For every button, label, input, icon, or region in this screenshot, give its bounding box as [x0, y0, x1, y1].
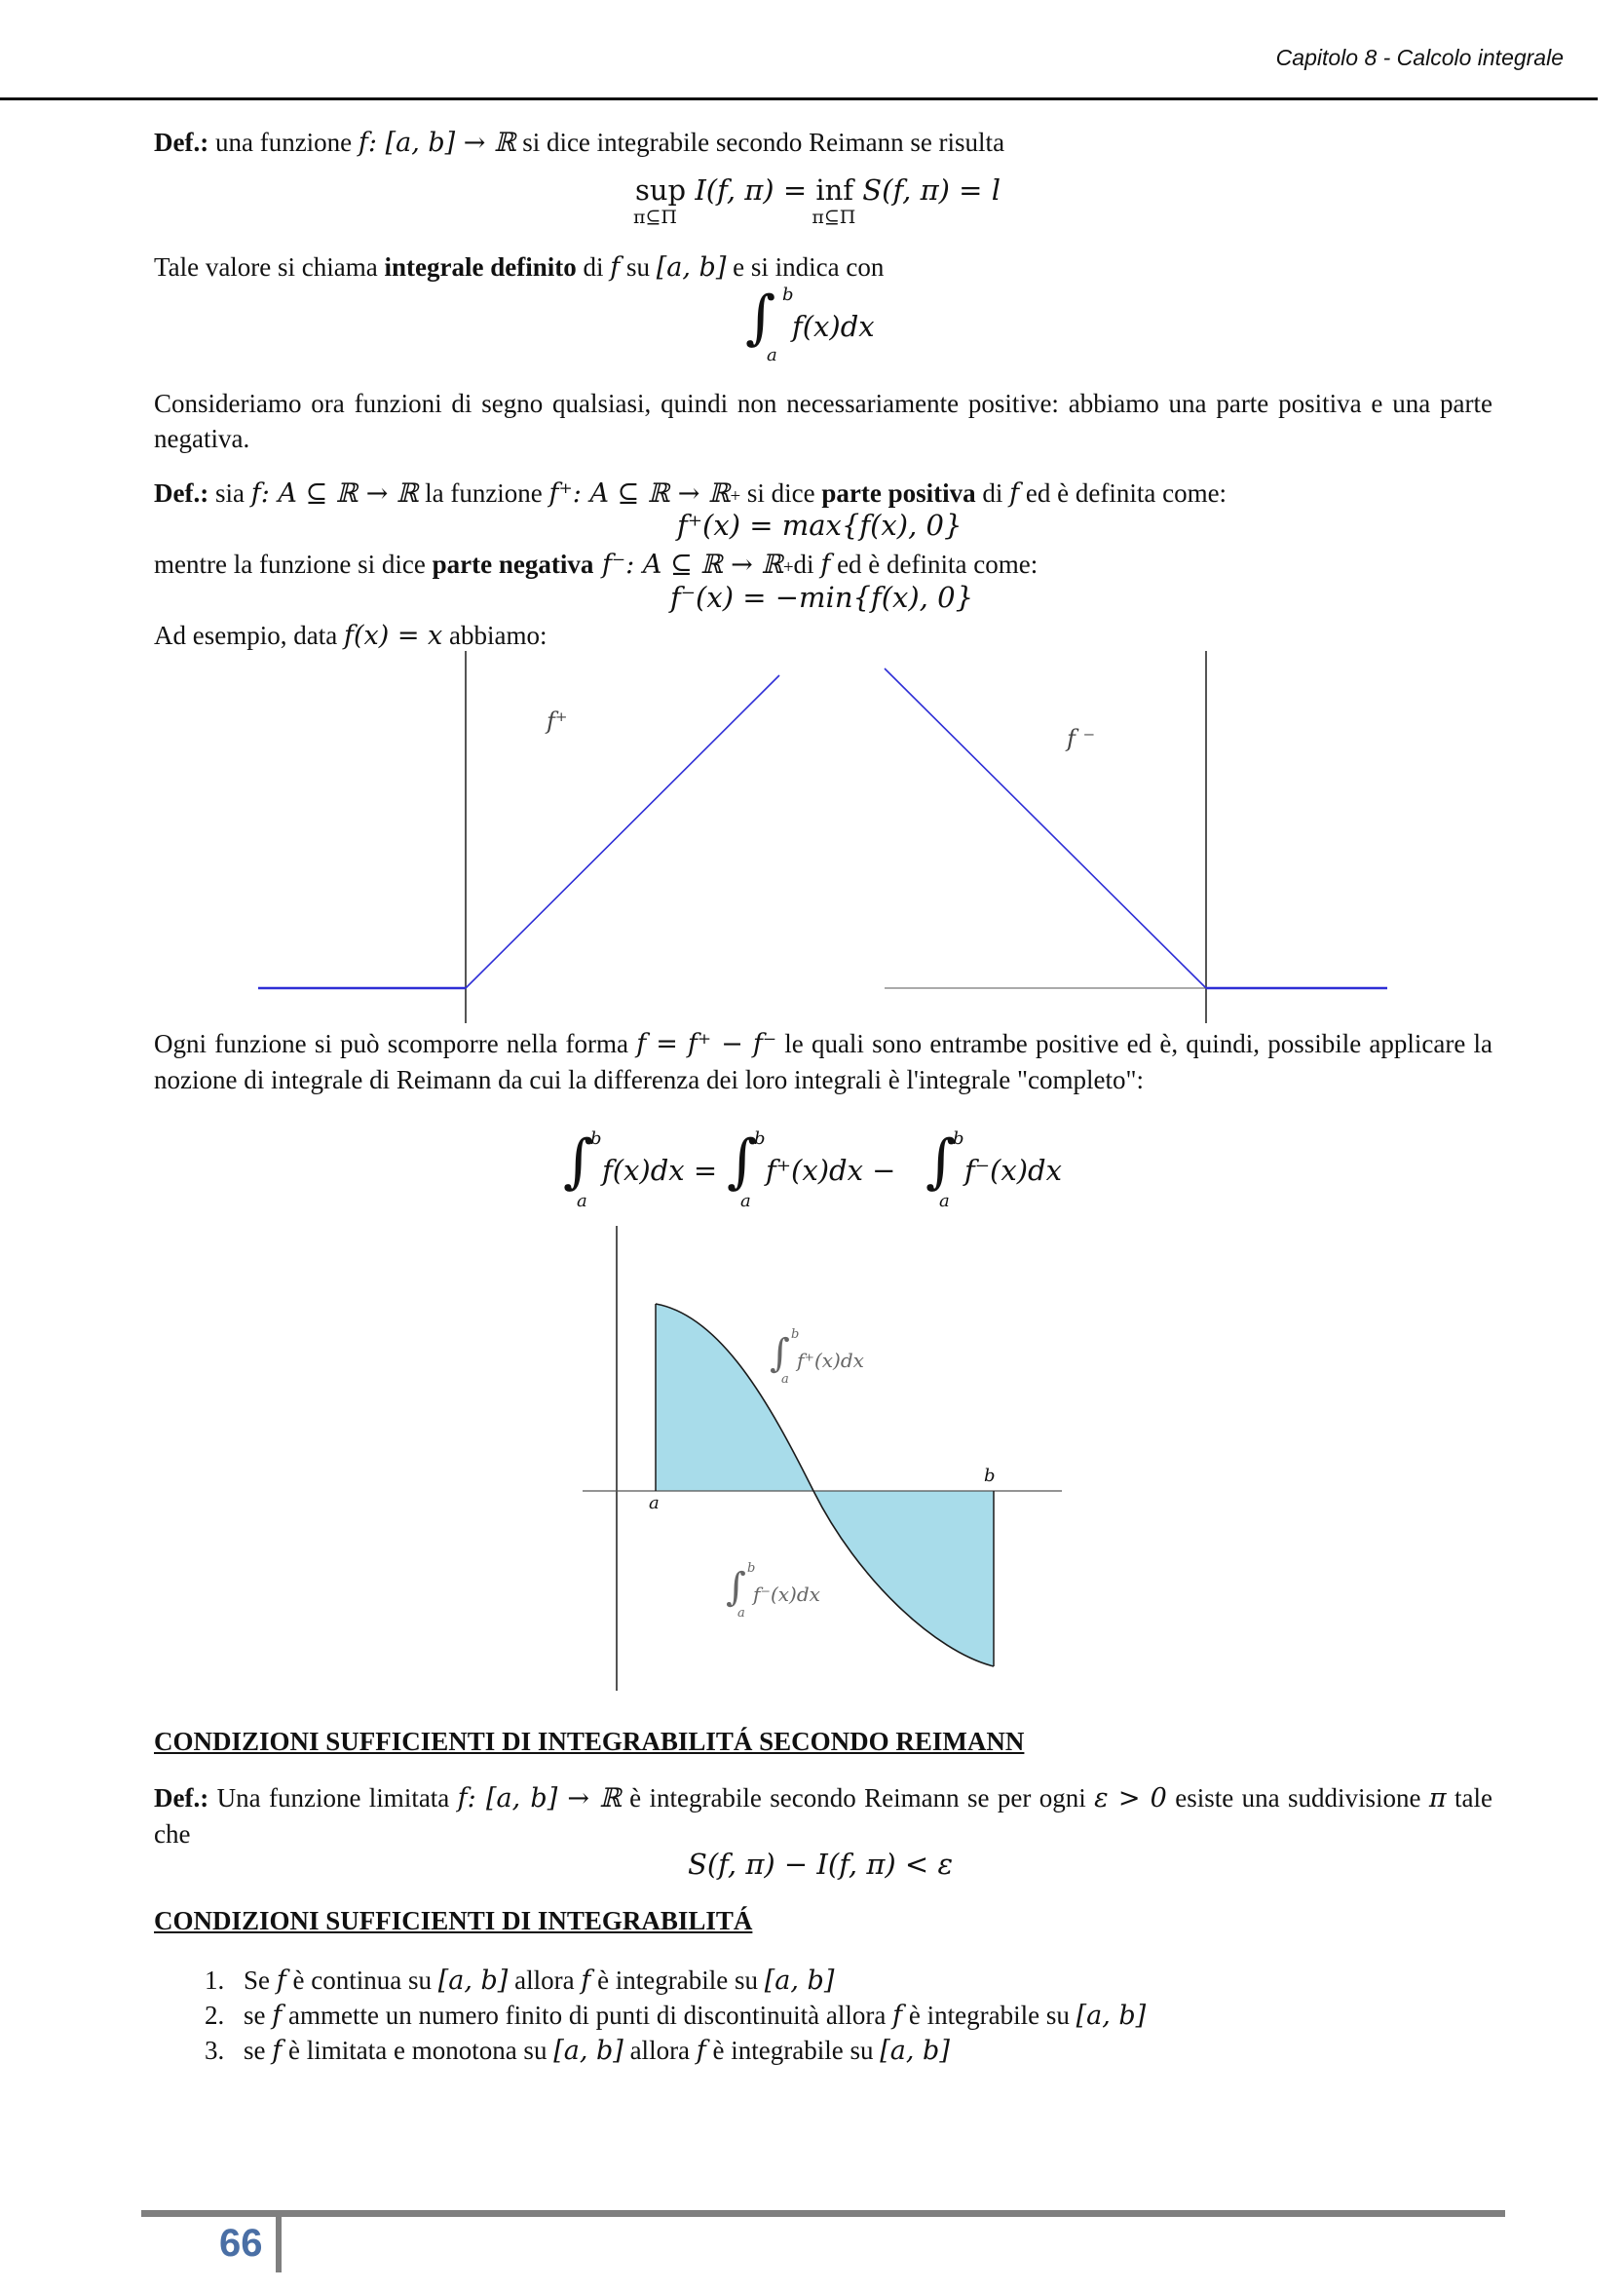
eq3-lim-b: b [953, 1128, 964, 1149]
page-number: 66 [219, 2222, 263, 2265]
def2-math-neg: f⁻: A ⊆ ℝ → ℝ [593, 550, 783, 580]
section1-label: Def.: [154, 1783, 209, 1813]
eq-end: S(f, π) = l [853, 173, 1001, 207]
section1-text-d: tale che [154, 1783, 1492, 1849]
condition-text: ammette un numero finito di punti di discontinuità allora [282, 2001, 893, 2030]
def1-cont-text-d: e si indica con [726, 252, 885, 282]
def2-bold: parte positiva [821, 478, 976, 508]
def2-math-a: f: A ⊆ ℝ → ℝ [250, 478, 419, 509]
condition-math: [a, b] [437, 1966, 509, 1996]
def2-eq-pos: f⁺(x) = max{f(x), 0} [677, 509, 963, 542]
condition-text: allora [508, 1966, 582, 1995]
eq-part2: f⁺(x)dx − [766, 1154, 896, 1187]
def1-cont-text-b: di [576, 252, 611, 282]
def1-cont-text-a: Tale valore si chiama [154, 252, 385, 282]
fig2-pos-lim-b: b [791, 1327, 800, 1342]
condition-math: [a, b] [764, 1966, 835, 1996]
eq-inf-sub: π⊆Π [812, 207, 856, 228]
footer-rule [141, 2210, 1505, 2217]
footer-tick [276, 2210, 282, 2272]
condition-text: allora [623, 2036, 697, 2065]
section1-text-b: è integrabile secondo Reimann se per ogni [621, 1783, 1095, 1813]
section1-def [154, 1780, 1492, 1851]
int-lim-b: b [782, 285, 794, 305]
def1-cont-f: f [610, 252, 621, 283]
section1-math-b: ε > 0 [1094, 1783, 1167, 1813]
para2-text-b: le quali sono entrambe positive ed è, quindi, possibile applicare la nozione di integrale di Reimann da cui la differenza dei loro integrali è l'integrale "completo": [154, 1029, 1493, 1094]
section1-math-c: π [1428, 1783, 1447, 1813]
fig2-axis-b: b [984, 1466, 996, 1486]
fig2-label-neg: ∫ b a f⁻(x)dx [726, 1561, 820, 1621]
condition-text: è limitata e monotona su [282, 2036, 554, 2065]
eq-part3: f⁻(x)dx [964, 1154, 1062, 1187]
eq-sup-sub: π⊆Π [633, 207, 677, 228]
def1-bold: integrale definito [384, 252, 577, 282]
eq3-lim-a: a [939, 1191, 950, 1211]
condition-text: se [244, 2036, 273, 2065]
def2-text-f: mentre la funzione si dice [154, 550, 433, 579]
condition-math: [a, b] [1076, 2001, 1147, 2031]
def2-math-f: f [1009, 478, 1020, 509]
def2-eq-neg: f⁻(x) = −min{f(x), 0} [670, 581, 974, 614]
condition-math: f [276, 1966, 286, 1996]
def2-math-neg-sub: + [782, 557, 794, 578]
condition-text: è integrabile su [705, 2036, 881, 2065]
condition-num: 1. [205, 1966, 225, 1995]
def2-label: Def.: [154, 478, 209, 508]
int-lim-a: a [767, 345, 777, 365]
def1-text-b: si dice integrabile secondo Reimann se risulta [515, 128, 1005, 157]
def2-text-e: ed è definita come: [1019, 478, 1227, 508]
condition-math: f [892, 2001, 903, 2031]
example-text-b: abbiamo: [442, 621, 548, 650]
fig1-label-neg: f ⁻ [1067, 725, 1096, 752]
def2-math-b-sub: + [730, 486, 741, 507]
eq-sup: sup π⊆Π [633, 173, 687, 228]
def1-label: Def.: [154, 128, 209, 157]
def2-bold-neg: parte negativa [432, 550, 594, 579]
condition-text: è continua su [285, 1966, 438, 1995]
eq1-lim-a: a [577, 1191, 587, 1211]
condition-item-1 [205, 1963, 834, 1999]
example-math: f(x) = x [343, 621, 443, 651]
example-text-a: Ad esempio, data [154, 621, 344, 650]
condition-math: [a, b] [880, 2036, 950, 2066]
def2-text-a: sia [208, 478, 251, 508]
fig2-neg-lim-b: b [747, 1561, 756, 1576]
condition-math: f [272, 2036, 283, 2066]
condition-text: Se [244, 1966, 277, 1995]
def2-math-b: f⁺: A ⊆ ℝ → ℝ [548, 478, 731, 509]
eq-inf: inf π⊆Π [812, 173, 856, 228]
int-integrand: f(x)dx [792, 310, 875, 343]
para2-math: f = f⁺ − f⁻ [636, 1029, 777, 1059]
condition-math: f [696, 2036, 706, 2066]
para2-text-a: Ogni funzione si può scomporre nella forma [154, 1029, 637, 1058]
def2-text-g: di [793, 550, 821, 579]
fig2-axis-a: a [649, 1493, 660, 1513]
eq-mid: I(f, π) = [686, 173, 816, 207]
def1-integral: ∫ b a f(x)dx [745, 284, 875, 365]
def2-text-d: di [975, 478, 1010, 508]
condition-math: f [272, 2001, 283, 2031]
eq1-lim-b: b [590, 1128, 602, 1149]
condition-num: 2. [205, 2001, 225, 2030]
fig2-pos-text: f⁺(x)dx [797, 1349, 864, 1372]
figure-f-plus-minus [0, 0, 1624, 1052]
condition-item-2 [205, 1998, 1146, 2034]
section1-equation: S(f, π) − I(f, π) < ε [688, 1848, 954, 1881]
condition-text: se [244, 2001, 273, 2030]
condition-num: 3. [205, 2036, 225, 2065]
eq-part1: f(x)dx = [602, 1154, 718, 1187]
section1-math-a: f: [a, b] → ℝ [457, 1783, 622, 1813]
def1-text-a: una funzione [208, 128, 359, 157]
fig1-left-diagonal [466, 675, 779, 988]
def1-cont-text-c: su [620, 252, 657, 282]
condition-item-3 [205, 2033, 950, 2069]
condition-text: è integrabile su [902, 2001, 1076, 2030]
fig1-right-diagonal [885, 668, 1206, 988]
running-header: Capitolo 8 - Calcolo integrale [1275, 45, 1564, 70]
def2-math-f2: f [820, 550, 831, 580]
section1-heading: CONDIZIONI SUFFICIENTI DI INTEGRABILITÁ SECONDO REIMANN [154, 1727, 1025, 1756]
para1: Consideriamo ora funzioni di segno qualsiasi, quindi non necessariamente positive: abbiamo una parte positiva e una parte negativa. [154, 389, 1492, 453]
fig2-neg-lim-a: a [737, 1606, 745, 1621]
decomposition-equation: ∫ b a f(x)dx = ∫ b a f⁺(x)dx − ∫ b a f⁻(x)dx [563, 1127, 1062, 1211]
def1-math-f: f: [a, b] → ℝ [358, 128, 516, 158]
def2-text-h: ed è definita come: [830, 550, 1039, 579]
fig2-label-pos: ∫ b a f⁺(x)dx [770, 1327, 864, 1387]
eq2-lim-a: a [740, 1191, 751, 1211]
condition-text: è integrabile su [590, 1966, 765, 1995]
def2-text-b: la funzione [418, 478, 549, 508]
section1-text-c: esiste una suddivisione [1166, 1783, 1429, 1813]
condition-math: f [581, 1966, 591, 1996]
section1-text-a: Una funzione limitata [208, 1783, 458, 1813]
def1-cont-ab: [a, b] [656, 252, 727, 283]
condition-math: [a, b] [553, 2036, 623, 2066]
fig2-pos-lim-a: a [781, 1372, 789, 1387]
eq2-lim-b: b [754, 1128, 766, 1149]
def2-text-c: si dice [740, 478, 822, 508]
fig1-label-pos: f⁺ [547, 707, 568, 735]
fig2-neg-text: f⁻(x)dx [753, 1583, 820, 1606]
section2-heading: CONDIZIONI SUFFICIENTI DI INTEGRABILITÁ [154, 1906, 753, 1935]
para2 [154, 1026, 1492, 1097]
